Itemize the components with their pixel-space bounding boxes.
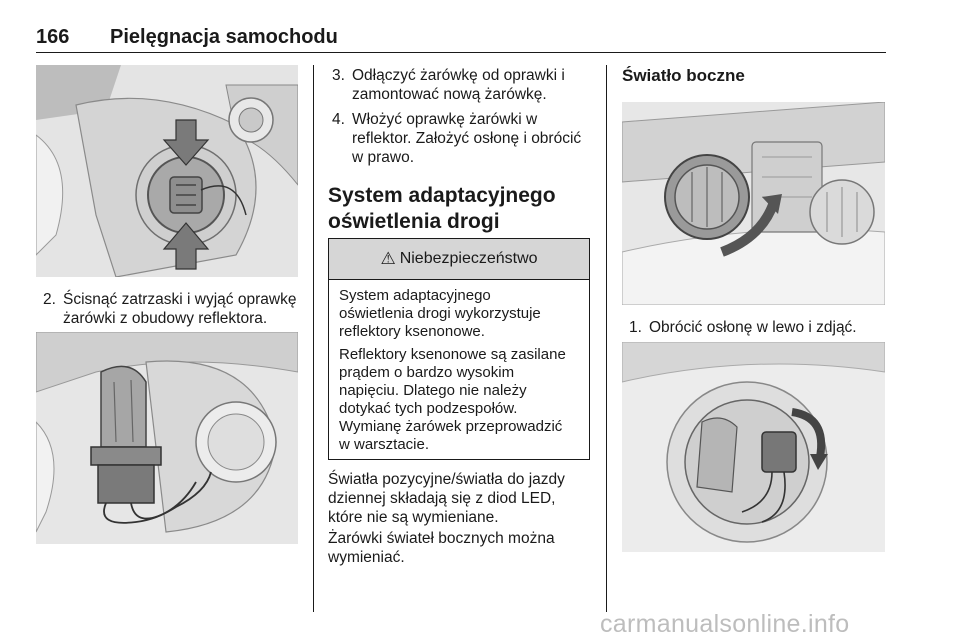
warning-paragraph-1 bbox=[339, 287, 584, 341]
paragraph-line: które nie są wymieniane. bbox=[328, 509, 499, 526]
warning-line: System adaptacyjnego bbox=[339, 287, 491, 304]
illustration-bulb-holder-release bbox=[36, 65, 298, 277]
step-text-line: żarówki z obudowy reflektora. bbox=[63, 310, 268, 327]
step-number: 2. bbox=[43, 291, 56, 308]
page-number: 166 bbox=[36, 26, 70, 48]
side-light-heading: Światło boczne bbox=[622, 66, 745, 85]
step-text-line: Odłączyć żarówkę od oprawki i bbox=[352, 67, 565, 84]
step-text-line: Ścisnąć zatrzaski i wyjąć oprawkę bbox=[63, 291, 297, 308]
column-divider-2 bbox=[606, 65, 607, 612]
step-text: Obrócić osłonę w lewo i zdjąć. bbox=[649, 319, 857, 336]
warning-line: Reflektory ksenonowe są zasilane bbox=[339, 346, 566, 363]
illustration-bulb-holder-removed bbox=[36, 332, 298, 544]
side-light-bulb-drawing bbox=[622, 342, 885, 552]
paragraph-led-lights bbox=[328, 470, 598, 527]
warning-line: dotykać tych podzespołów. bbox=[339, 400, 518, 417]
paragraph-line: wymieniać. bbox=[328, 549, 405, 566]
side-light-cover-drawing bbox=[622, 102, 885, 305]
bulb-holder-removed-drawing bbox=[36, 332, 298, 544]
heading-line: oświetlenia drogi bbox=[328, 210, 500, 233]
warning-line: oświetlenia drogi wykorzystuje bbox=[339, 305, 541, 322]
section-title: Pielęgnacja samochodu bbox=[110, 26, 338, 48]
step-number: 1. bbox=[629, 319, 642, 336]
step-text-line: zamontować nową żarówkę. bbox=[352, 86, 547, 103]
illustration-side-light-cover bbox=[622, 102, 885, 305]
illustration-side-light-bulb bbox=[622, 342, 885, 552]
warning-header bbox=[329, 239, 589, 280]
warning-triangle-icon: ⚠ bbox=[380, 249, 396, 268]
warning-title: Niebezpieczeństwo bbox=[399, 250, 538, 267]
warning-line: reflektory ksenonowe. bbox=[339, 323, 485, 340]
warning-line: napięciu. Dlatego nie należy bbox=[339, 382, 527, 399]
paragraph-line: dziennej składają się z diod LED, bbox=[328, 490, 556, 507]
warning-paragraph-2 bbox=[339, 346, 584, 454]
step-text-line: reflektor. Założyć osłonę i obrócić bbox=[352, 130, 582, 147]
step-text-line: Włożyć oprawkę żarówki w bbox=[352, 111, 538, 128]
header-rule bbox=[36, 52, 886, 53]
warning-box bbox=[328, 238, 590, 460]
warning-line: w warsztacie. bbox=[339, 436, 430, 453]
step-number: 4. bbox=[332, 111, 345, 128]
bulb-holder-release-drawing bbox=[36, 65, 298, 277]
page-header bbox=[36, 26, 886, 52]
watermark: carmanualsonline.info bbox=[600, 610, 850, 638]
warning-line: prądem o bardzo wysokim bbox=[339, 364, 515, 381]
paragraph-line: Żarówki świateł bocznych można bbox=[328, 530, 555, 547]
paragraph-line: Światła pozycyjne/światła do jazdy bbox=[328, 471, 565, 488]
paragraph-side-bulbs bbox=[328, 529, 598, 567]
heading-line: System adaptacyjnego bbox=[328, 184, 556, 207]
step-text-line: w prawo. bbox=[352, 149, 415, 166]
section-heading bbox=[328, 183, 598, 235]
warning-line: Wymianę żarówek przeprowadzić bbox=[339, 418, 563, 435]
step-number: 3. bbox=[332, 67, 345, 84]
column-divider-1 bbox=[313, 65, 314, 612]
